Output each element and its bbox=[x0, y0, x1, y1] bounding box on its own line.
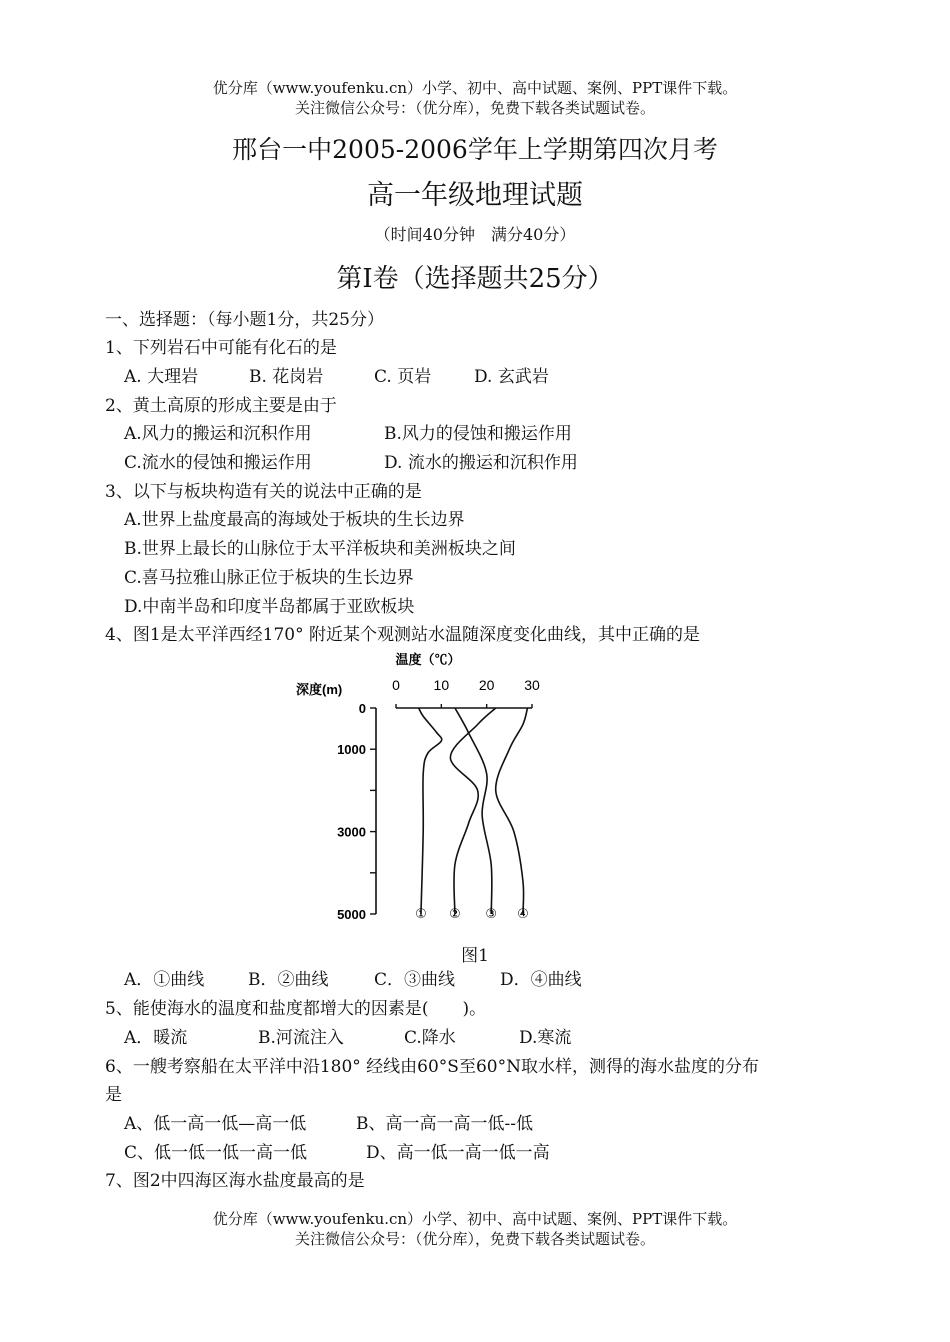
q2-option-b: B.风力的侵蚀和搬运作用 bbox=[384, 424, 572, 444]
footer-line-2: 关注微信公众号：（优分库），免费下载各类试题试卷。 bbox=[294, 1230, 655, 1248]
q1-stem: 1、下列岩石中可能有化石的是 bbox=[105, 338, 337, 358]
q6-option-b: B、高一高一高一低--低 bbox=[356, 1114, 533, 1134]
q1-option-b: B. 花岗岩 bbox=[249, 367, 324, 387]
q6-stem-line2: 是 bbox=[105, 1085, 122, 1105]
chart-y-tick-label: 3000 bbox=[337, 824, 366, 840]
exam-subject-title: 高一年级地理试题 bbox=[367, 180, 583, 211]
q4-option-c: C．③曲线 bbox=[374, 970, 456, 990]
section-heading: 一、选择题：（每小题1分，共25分） bbox=[105, 310, 384, 330]
q6-option-a: A、低一高一低—高一低 bbox=[124, 1114, 307, 1134]
q3-stem: 3、以下与板块构造有关的说法中正确的是 bbox=[105, 482, 422, 502]
chart-y-tick-label: 5000 bbox=[337, 907, 366, 922]
chart-y-tick-label: 0 bbox=[358, 701, 366, 716]
footer-line-1: 优分库（www.youfenku.cn）小学、初中、高中试题、案例、PPT课件下载。 bbox=[212, 1210, 738, 1228]
chart-y-tick-label: 1000 bbox=[337, 742, 366, 758]
chart-series-line-1 bbox=[419, 708, 442, 914]
q2-option-d: D. 流水的搬运和沉积作用 bbox=[384, 453, 578, 473]
chart-title: 温度（℃） bbox=[395, 652, 461, 667]
q4-option-d: D．④曲线 bbox=[500, 970, 582, 990]
q3-option-b: B.世界上最长的山脉位于太平洋板块和美洲板块之间 bbox=[124, 539, 516, 559]
q4-stem: 4、图1是太平洋西经170° 附近某个观测站水温随深度变化曲线，其中正确的是 bbox=[105, 625, 700, 645]
q3-option-a: A.世界上盐度最高的海域处于板块的生长边界 bbox=[124, 510, 465, 530]
chart-x-tick-label: 30 bbox=[524, 677, 540, 693]
q3-option-d: D.中南半岛和印度半岛都属于亚欧板块 bbox=[124, 597, 415, 617]
chart-series-line-2 bbox=[450, 708, 495, 914]
chart-x-tick-label: 20 bbox=[478, 677, 495, 693]
chart-series-label-2: ② bbox=[449, 907, 461, 922]
chart-series-label-3: ③ bbox=[485, 907, 498, 922]
q4-option-b: B．②曲线 bbox=[248, 970, 329, 990]
q2-option-a: A.风力的搬运和沉积作用 bbox=[124, 424, 312, 444]
chart-series-label-1: ① bbox=[415, 907, 427, 922]
chart-ylabel: 深度(m) bbox=[296, 682, 343, 697]
chart-series-line-4 bbox=[496, 708, 528, 914]
q1-option-a: A. 大理岩 bbox=[124, 367, 199, 387]
figure1-chart bbox=[296, 646, 546, 931]
q3-option-c: C.喜马拉雅山脉正位于板块的生长边界 bbox=[124, 568, 414, 588]
chart-x-tick-label: 0 bbox=[392, 677, 400, 693]
chart-series-label-4: ④ bbox=[517, 907, 529, 922]
q5-option-d: D.寒流 bbox=[519, 1028, 572, 1048]
q6-stem-line1: 6、一艘考察船在太平洋中沿180° 经线由60°S至60°N取水样，测得的海水盐度的分布 bbox=[105, 1057, 759, 1077]
q5-option-c: C.降水 bbox=[404, 1028, 456, 1048]
q1-option-c: C. 页岩 bbox=[374, 367, 432, 387]
exam-school-title: 邢台一中2005-2006学年上学期第四次月考 bbox=[232, 135, 718, 164]
q1-option-d: D. 玄武岩 bbox=[474, 367, 549, 387]
q2-stem: 2、黄土高原的形成主要是由于 bbox=[105, 396, 337, 416]
exam-time-info: （时间40分钟 满分40分） bbox=[374, 225, 576, 244]
q5-option-b: B.河流注入 bbox=[258, 1028, 344, 1048]
header-line-1: 优分库（www.youfenku.cn）小学、初中、高中试题、案例、PPT课件下载。 bbox=[212, 79, 738, 97]
chart-x-tick-label: 10 bbox=[433, 677, 450, 693]
q4-option-a: A．①曲线 bbox=[124, 970, 205, 990]
q6-option-d: D、高一低一高一低一高 bbox=[366, 1143, 550, 1163]
figure1-caption: 图1 bbox=[461, 946, 489, 966]
header-line-2: 关注微信公众号：（优分库），免费下载各类试题试卷。 bbox=[294, 99, 655, 117]
q5-option-a: A．暖流 bbox=[124, 1028, 188, 1048]
q5-stem: 5、能使海水的温度和盐度都增大的因素是( )。 bbox=[105, 999, 487, 1019]
part-title: 第Ⅰ卷（选择题共25分） bbox=[336, 264, 614, 294]
q2-option-c: C.流水的侵蚀和搬运作用 bbox=[124, 453, 312, 473]
q7-stem: 7、图2中四海区海水盐度最高的是 bbox=[105, 1171, 365, 1191]
q6-option-c: C、低一低一低一高一低 bbox=[124, 1143, 308, 1163]
